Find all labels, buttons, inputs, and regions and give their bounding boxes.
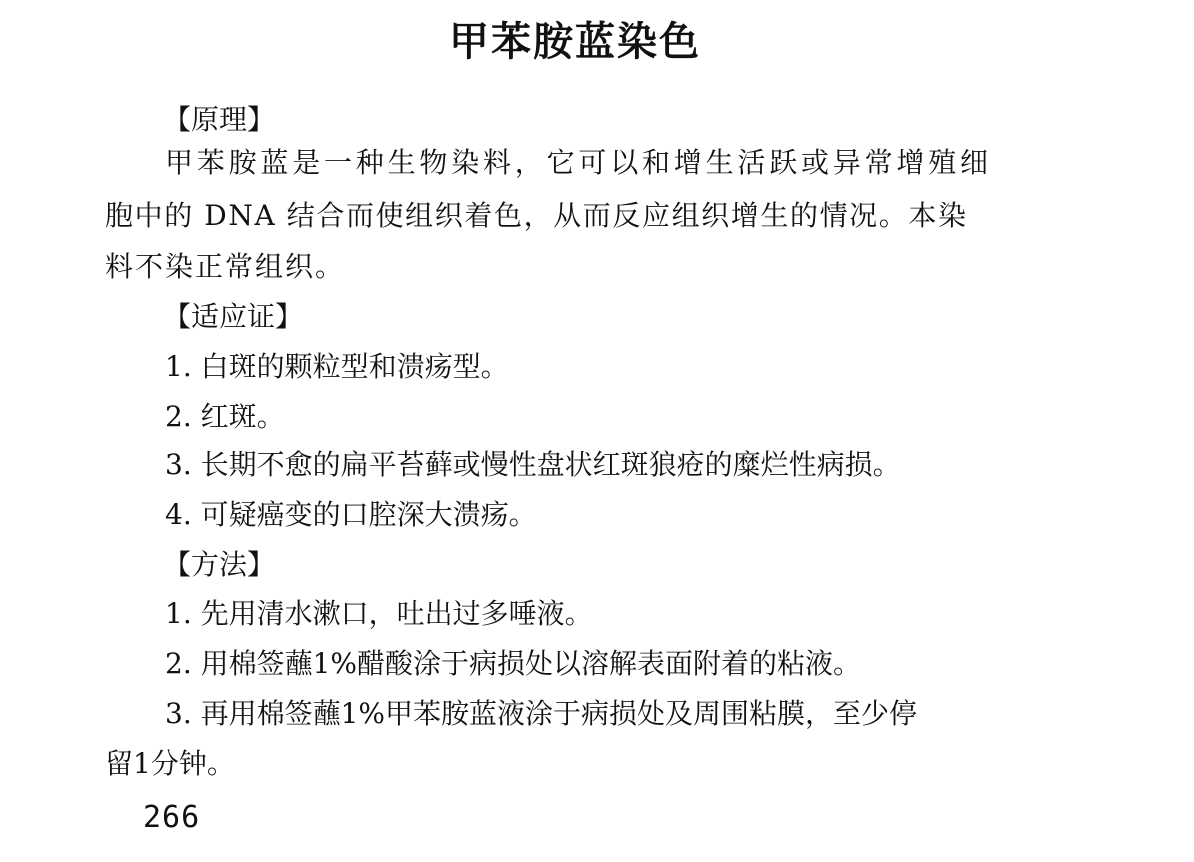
list-item: 3. 长期不愈的扁平苔藓或慢性盘状红斑狼疮的糜烂性病损。 xyxy=(165,448,901,481)
page-title: 甲苯胺蓝染色 xyxy=(449,19,701,65)
list-item: 4. 可疑癌变的口腔深大溃疡。 xyxy=(165,498,537,531)
page-number: 266 xyxy=(143,800,201,835)
section-heading-method: 【方法】 xyxy=(163,548,276,581)
section-heading-indications: 【适应证】 xyxy=(163,300,304,333)
section-heading-principle: 【原理】 xyxy=(163,103,276,136)
list-item: 2. 红斑。 xyxy=(165,400,285,433)
paragraph-line: 料不染正常组织。 xyxy=(105,250,346,283)
list-item: 3. 再用棉签蘸1%甲苯胺蓝液涂于病损处及周围粘膜，至少停 xyxy=(165,697,918,730)
list-item-continuation: 留1分钟。 xyxy=(105,747,235,780)
paragraph-line: 胞中的 DNA 结合而使组织着色，从而反应组织增生的情况。本染 xyxy=(105,199,968,232)
paragraph-line: 甲苯胺蓝是一种生物染料，它可以和增生活跃或异常增殖细 xyxy=(165,146,992,179)
list-item: 2. 用棉签蘸1%醋酸涂于病损处以溶解表面附着的粘液。 xyxy=(165,647,862,680)
list-item: 1. 先用清水漱口，吐出过多唾液。 xyxy=(165,597,593,630)
list-item: 1. 白斑的颗粒型和溃疡型。 xyxy=(165,350,509,383)
